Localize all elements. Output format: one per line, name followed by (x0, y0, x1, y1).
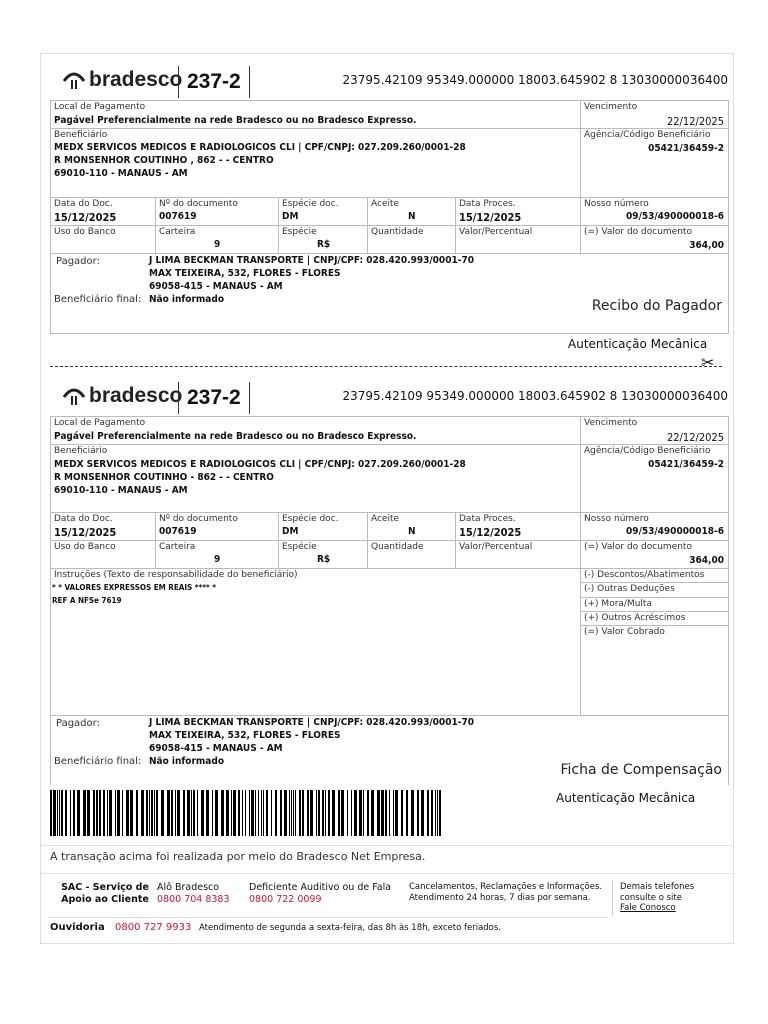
barcode-bar (177, 790, 180, 836)
valor-documento-2 (580, 540, 729, 569)
barcode-bar (149, 790, 150, 836)
ouvidoria-phone: 0800 727 9933 (115, 922, 192, 933)
barcode-bar (191, 790, 192, 836)
vencimento (580, 100, 729, 129)
field-text: Carteira (159, 542, 196, 552)
barcode-bar (183, 790, 185, 836)
quantidade-2 (367, 540, 456, 569)
field-text: DM (282, 211, 299, 222)
num-doc-2 (155, 512, 279, 541)
field-text: 15/12/2025 (54, 211, 117, 224)
bradesco-tree-icon (62, 69, 86, 91)
barcode-bar (427, 790, 429, 836)
field-text: Valor/Percentual (459, 227, 533, 237)
aceite-2 (367, 512, 456, 541)
barcode-bar (302, 790, 304, 836)
field-text: Espécie doc. (282, 199, 339, 209)
barcode-bar (117, 790, 120, 836)
field-text: Agência/Código Beneficiário (584, 130, 711, 140)
field-text: Valor/Percentual (459, 542, 533, 552)
barcode-bar (57, 790, 58, 836)
field-text: J LIMA BECKMAN TRANSPORTE | CNPJ/CPF: 028.420.993/0001-70 (149, 717, 474, 728)
barcode-bar (99, 790, 101, 836)
field-text: 09/53/490000018-6 (626, 211, 724, 222)
barcode-bar (171, 790, 173, 836)
field-text: Data do Doc. (54, 514, 113, 524)
barcode-bar (325, 790, 326, 836)
barcode-bar (316, 790, 317, 836)
barcode-bar (385, 790, 387, 836)
field-text: * * VALORES EXPRESSOS EM REAIS **** * (52, 583, 217, 592)
barcode-bar (295, 790, 296, 836)
field-text: 69058-415 - MANAUS - AM (149, 743, 283, 754)
barcode-bar (242, 790, 243, 836)
barcode-bar (215, 790, 218, 836)
barcode-bar (393, 790, 394, 836)
alo-phone: 0800 704 8383 (157, 894, 230, 905)
barcode-bar (83, 790, 86, 836)
valor-documento (580, 225, 729, 254)
barcode-bar (338, 790, 340, 836)
barcode-bar (284, 790, 287, 836)
beneficiario (50, 128, 581, 198)
barcode-bar (347, 790, 348, 836)
barcode-bar (435, 790, 436, 836)
barcode-bar (226, 790, 229, 836)
field-text: Pagável Preferencialmente na rede Bradesco ou no Bradesco Expresso. (54, 431, 417, 442)
field-text: (-) Descontos/Abatimentos (584, 570, 705, 580)
uso-banco (50, 225, 156, 254)
barcode-bar (103, 790, 105, 836)
barcode-bar (93, 790, 95, 836)
especie-2 (278, 540, 368, 569)
barcode-bar (151, 790, 153, 836)
alo-bradesco: Alô Bradesco (157, 882, 220, 893)
field-text: R MONSENHOR COUTINHO , 862 - - CENTRO (54, 155, 274, 166)
field-text: (-) Outras Deduções (584, 584, 675, 594)
mora-multa (580, 597, 729, 612)
fale-conosco-link[interactable]: Fale Conosco (620, 903, 676, 913)
field-text: Agência/Código Beneficiário (584, 446, 711, 456)
barcode-bar (351, 790, 352, 836)
barcode-bar (395, 790, 398, 836)
vencimento-2 (580, 416, 729, 445)
field-text: 22/12/2025 (666, 431, 724, 444)
deficiente: Deficiente Auditivo ou de Fala (249, 882, 392, 893)
barcode-bar (136, 790, 138, 836)
barcode-bar (87, 790, 90, 836)
field-text: Local de Pagamento (54, 102, 146, 112)
barcode-bar (271, 790, 272, 836)
field-text: Carteira (159, 227, 196, 237)
barcode-bar (175, 790, 176, 836)
field-text: 007619 (159, 526, 197, 537)
barcode-bar (212, 790, 213, 836)
barcode-bar (221, 790, 224, 836)
barcode-bar (70, 790, 71, 836)
barcode-bar (231, 790, 232, 836)
barcode-bar (65, 790, 67, 836)
field-text: R MONSENHOR COUTINHO - 862 - - CENTRO (54, 472, 274, 483)
cut-line (50, 366, 722, 367)
barcode-bar (156, 790, 158, 836)
barcode-bar (115, 790, 116, 836)
field-text: Uso do Banco (54, 227, 116, 237)
num-doc (155, 197, 279, 226)
field-text: MAX TEIXEIRA, 532, FLORES - FLORES (149, 268, 341, 279)
barcode-bar (77, 790, 80, 836)
field-text: R$ (317, 554, 331, 565)
field-text: Beneficiário final: (54, 756, 142, 767)
especie (278, 225, 368, 254)
barcode-bar (417, 790, 419, 836)
barcode-bar (411, 790, 414, 836)
field-text: Nosso número (584, 514, 649, 524)
scissors-icon: ✂ (701, 353, 715, 372)
field-text: bradesco (89, 68, 183, 91)
barcode-bar (249, 790, 250, 836)
field-text: 15/12/2025 (54, 526, 117, 539)
demais-telefones: Demais telefones consulte o site (620, 882, 695, 903)
barcode-bar (310, 790, 313, 836)
valor-percentual-2 (455, 540, 581, 569)
field-text: Espécie doc. (282, 514, 339, 524)
bradesco-tree-icon (62, 385, 86, 407)
field-text: Data Proces. (459, 199, 516, 209)
barcode-bar (109, 790, 112, 836)
barcode-bar (318, 790, 320, 836)
nosso-numero (580, 197, 729, 226)
data-proc (455, 197, 581, 226)
barcode-bar (367, 790, 369, 836)
acrescimos (580, 611, 729, 626)
field-text: 364,00 (689, 240, 724, 251)
field-text: (+) Mora/Multa (584, 599, 652, 609)
local-pagamento-2 (50, 416, 581, 445)
local-pagamento (50, 100, 581, 129)
barcode-bar (263, 790, 264, 836)
barcode-bar (193, 790, 195, 836)
field-text: 05421/36459-2 (648, 459, 724, 470)
field-text: Espécie (282, 227, 317, 237)
barcode-bar (161, 790, 164, 836)
field-text: Beneficiário (54, 130, 108, 140)
deficiente-phone: 0800 722 0099 (249, 894, 322, 905)
field-text: bradesco (89, 384, 183, 407)
especie-doc (278, 197, 368, 226)
bank-code-2: 237-2 (178, 382, 250, 414)
field-text: 09/53/490000018-6 (626, 526, 724, 537)
barcode-bar (130, 790, 133, 836)
field-text: Pagável Preferencialmente na rede Bradesco ou no Bradesco Expresso. (54, 115, 417, 126)
field-text: Uso do Banco (54, 542, 116, 552)
divider (40, 845, 732, 846)
barcode-bar (126, 790, 129, 836)
field-text: 15/12/2025 (459, 211, 522, 224)
barcode-bar (359, 790, 362, 836)
barcode-bar (280, 790, 282, 836)
barcode-bar (206, 790, 209, 836)
barcode-bar (266, 790, 268, 836)
field-text: REF A NFSe 7619 (52, 596, 122, 605)
field-text: 22/12/2025 (666, 115, 724, 128)
field-text: R$ (317, 239, 331, 250)
barcode-bar (261, 790, 262, 836)
barcode-bar (371, 790, 374, 836)
field-text: DM (282, 526, 299, 537)
agencia-codigo (580, 128, 729, 198)
data-doc-2 (50, 512, 156, 541)
barcode-bar (389, 790, 390, 836)
barcode-bar (293, 790, 294, 836)
barcode-bar (289, 790, 290, 836)
barcode-bar (299, 790, 301, 836)
barcode-bar (167, 790, 170, 836)
valor-cobrado (580, 625, 729, 716)
autenticacao-2: Autenticação Mecânica (556, 791, 696, 805)
field-text: Nosso número (584, 199, 649, 209)
pagador-box (50, 253, 729, 334)
barcode-bar (146, 790, 148, 836)
barcode-bar (154, 790, 155, 836)
especie-doc-2 (278, 512, 368, 541)
field-text: 69010-110 - MANAUS - AM (54, 485, 188, 496)
field-text: 007619 (159, 211, 197, 222)
field-text: J LIMA BECKMAN TRANSPORTE | CNPJ/CPF: 028.420.993/0001-70 (149, 255, 474, 266)
field-text: MEDX SERVICOS MEDICOS E RADIOLOGICOS CLI | CPF/CNPJ: 027.209.260/0001-28 (54, 142, 466, 153)
field-text: 69010-110 - MANAUS - AM (54, 168, 188, 179)
barcode-bar (401, 790, 403, 836)
instrucoes (50, 568, 581, 716)
barcode-bar (255, 790, 256, 836)
nosso-numero-2 (580, 512, 729, 541)
field-text: Aceite (371, 514, 400, 524)
barcode-bar (251, 790, 254, 836)
barcode-bar (291, 790, 292, 836)
field-text: Beneficiário final: (54, 294, 142, 305)
field-text: 15/12/2025 (459, 526, 522, 539)
barcode-bar (53, 790, 56, 836)
autenticacao-1: Autenticação Mecânica (568, 337, 708, 351)
barcode-bar (107, 790, 108, 836)
field-text: Data do Doc. (54, 199, 113, 209)
field-text: Beneficiário (54, 446, 108, 456)
bank-code: 237-2 (178, 66, 250, 98)
uso-banco-2 (50, 540, 156, 569)
barcode-bar (61, 790, 63, 836)
barcode-bar (141, 790, 144, 836)
cancel-info: Cancelamentos, Reclamações e Informações. Atendimento 24 horas, 7 dias por semana. (409, 882, 603, 903)
field-text: Não informado (149, 756, 224, 767)
barcode-bar (431, 790, 433, 836)
barcode-bar (421, 790, 424, 836)
barcode-bar (122, 790, 123, 836)
barcode-bar (322, 790, 324, 836)
barcode-bar (328, 790, 330, 836)
field-text: Nº do documento (159, 514, 238, 524)
barcode-bar (363, 790, 364, 836)
field-text: Espécie (282, 542, 317, 552)
data-doc (50, 197, 156, 226)
barcode-bar (238, 790, 240, 836)
carteira-2 (155, 540, 279, 569)
barcode-bar (439, 790, 441, 836)
barcode-bar (406, 790, 408, 836)
field-text: (=) Valor do documento (584, 227, 692, 237)
barcode-bar (245, 790, 246, 836)
bradesco-logo (62, 68, 182, 92)
field-text: Pagador: (56, 256, 100, 267)
field-text: (=) Valor Cobrado (584, 627, 665, 637)
field-text: 69058-415 - MANAUS - AM (149, 281, 283, 292)
ouvidoria-info: Atendimento de segunda a sexta-feira, das 8h às 18h, exceto feriados. (199, 923, 502, 933)
barcode-bar (332, 790, 335, 836)
agencia-codigo-2 (580, 444, 729, 513)
barcode-bar (341, 790, 344, 836)
quantidade (367, 225, 456, 254)
deducoes (580, 582, 729, 598)
barcode-bar (258, 790, 259, 836)
field-text: MEDX SERVICOS MEDICOS E RADIOLOGICOS CLI | CPF/CNPJ: 027.209.260/0001-28 (54, 459, 466, 470)
barcode-bar (275, 790, 277, 836)
field-text: Quantidade (371, 227, 424, 237)
barcode-bar (307, 790, 309, 836)
barcode-bar (50, 790, 52, 836)
barcode-bar (59, 790, 60, 836)
barcode-bar (233, 790, 236, 836)
divider (48, 917, 608, 918)
barcode-bar (377, 790, 380, 836)
field-text: 9 (214, 239, 221, 250)
barcode-bar (354, 790, 357, 836)
field-text: Vencimento (584, 102, 638, 112)
transacao-text: A transação acima foi realizada por meio do Bradesco Net Empresa. (50, 850, 426, 863)
recibo-title: Recibo do Pagador (591, 298, 722, 314)
field-text: MAX TEIXEIRA, 532, FLORES - FLORES (149, 730, 341, 741)
field-text: Nº do documento (159, 199, 238, 209)
pagador-box-2 (50, 715, 729, 785)
sac-title: SAC - Serviço de Apoio ao Cliente (61, 882, 149, 905)
field-text: Local de Pagamento (54, 418, 146, 428)
barcode-bar (437, 790, 438, 836)
field-text: Aceite (371, 199, 400, 209)
field-text: Pagador: (56, 718, 100, 729)
divider (612, 880, 613, 916)
digitable-line: 23795.42109 95349.000000 18003.645902 8 13030000036400 (342, 73, 728, 87)
field-text: (+) Outros Acréscimos (584, 613, 686, 623)
field-text: Não informado (149, 294, 224, 305)
field-text: Instruções (Texto de responsabilidade do beneficiário) (54, 570, 298, 580)
barcode-bar (197, 790, 198, 836)
descontos (580, 568, 729, 583)
valor-percentual (455, 225, 581, 254)
aceite (367, 197, 456, 226)
barcode-bar (96, 790, 98, 836)
carteira (155, 225, 279, 254)
beneficiario-2 (50, 444, 581, 513)
ficha-title: Ficha de Compensação (560, 762, 722, 778)
field-text: 9 (214, 554, 221, 565)
field-text: Vencimento (584, 418, 638, 428)
field-text: 05421/36459-2 (648, 143, 724, 154)
barcode-bar (73, 790, 75, 836)
field-text: Quantidade (371, 542, 424, 552)
barcode-bar (187, 790, 190, 836)
field-text: N (408, 526, 416, 537)
barcode (50, 790, 442, 836)
data-proc-2 (455, 512, 581, 541)
field-text: Data Proces. (459, 514, 516, 524)
field-text: (=) Valor do documento (584, 542, 692, 552)
digitable-line-2: 23795.42109 95349.000000 18003.645902 8 13030000036400 (342, 389, 728, 403)
divider (40, 873, 732, 874)
barcode-bar (201, 790, 204, 836)
field-text: N (408, 211, 416, 222)
bradesco-logo-2 (62, 384, 182, 408)
barcode-bar (381, 790, 384, 836)
field-text: 364,00 (689, 555, 724, 566)
ouvidoria-label: Ouvidoria (50, 922, 105, 933)
